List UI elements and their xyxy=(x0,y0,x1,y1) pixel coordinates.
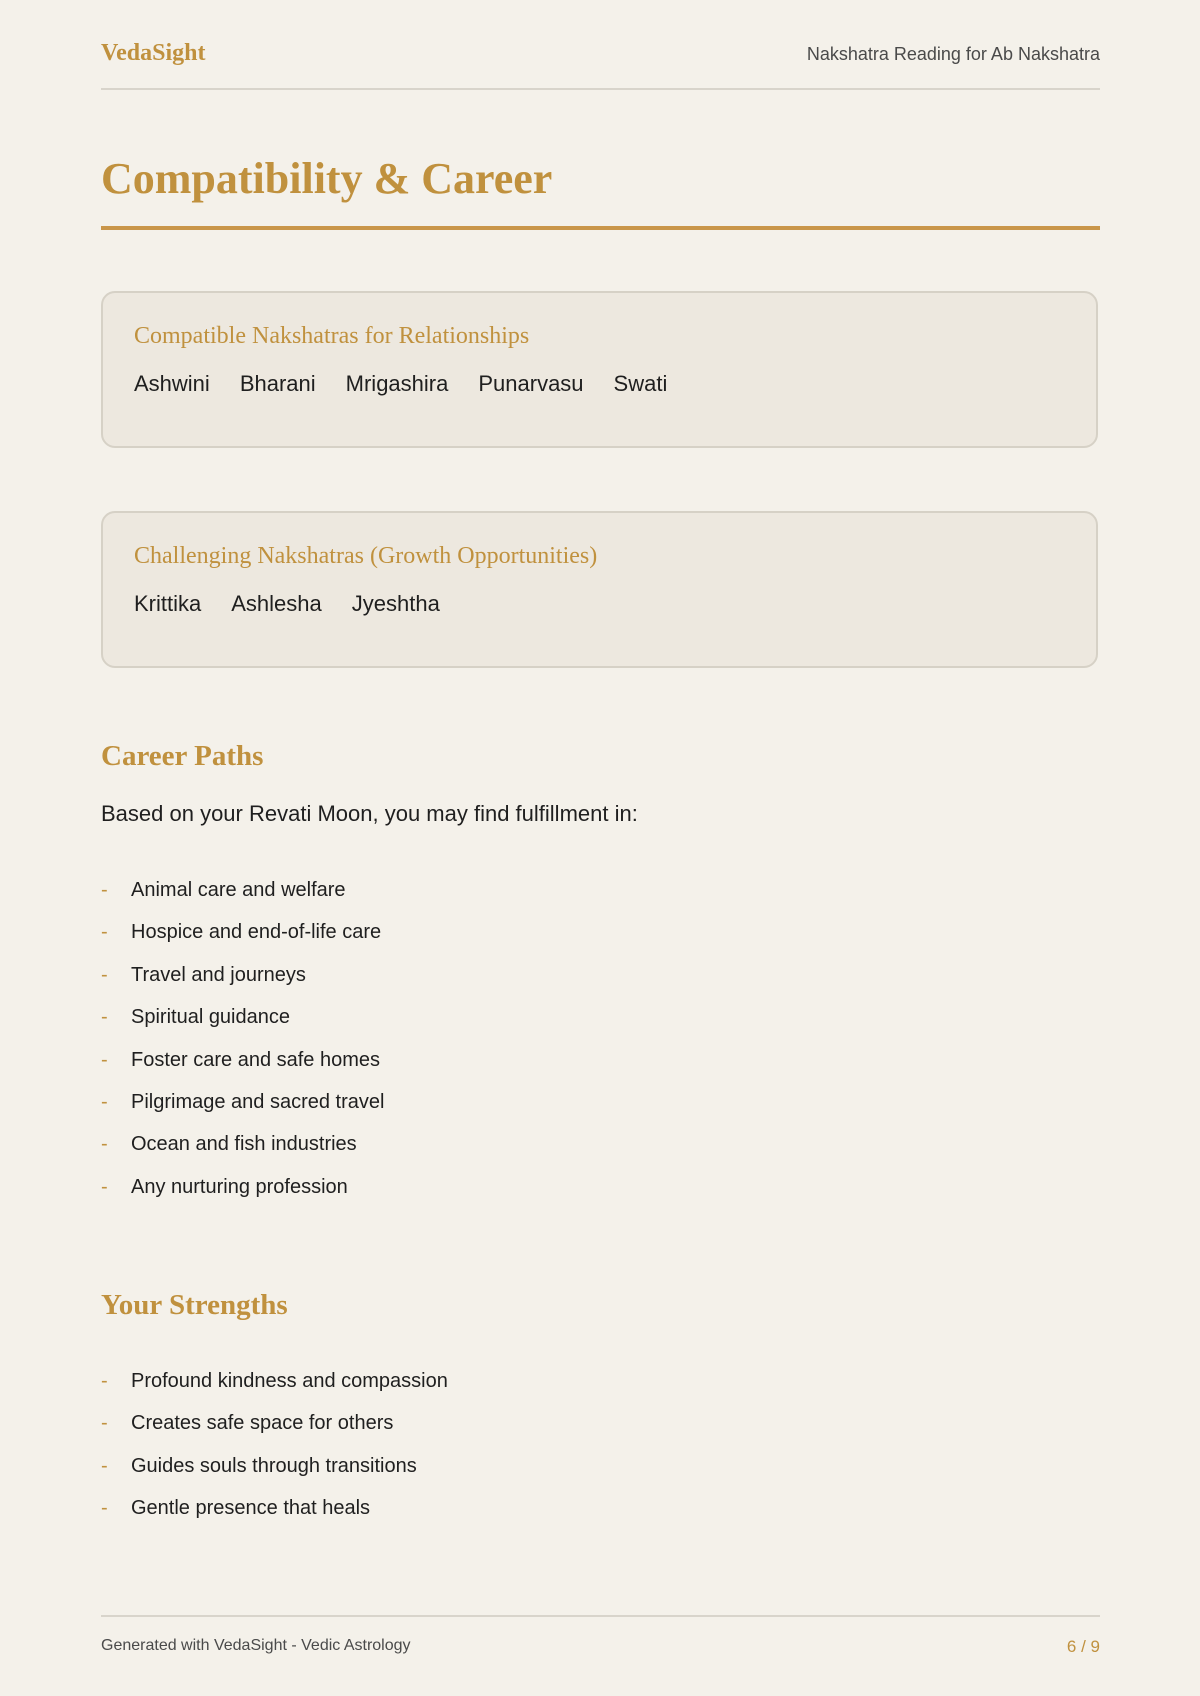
strength-item-text: Gentle presence that heals xyxy=(131,1497,371,1520)
strength-item-text: Guides souls through transitions xyxy=(131,1454,417,1477)
bullet-dash-icon: - xyxy=(101,1175,108,1198)
compatible-card-title: Compatible Nakshatras for Relationships xyxy=(134,323,530,349)
compatible-nakshatras-card xyxy=(101,291,1098,448)
page-header xyxy=(101,38,1100,90)
career-item-text: Pilgrimage and sacred travel xyxy=(131,1090,385,1113)
page-title: Compatibility & Career xyxy=(101,154,553,203)
career-item-text: Hospice and end-of-life care xyxy=(131,921,382,944)
challenging-nakshatra-item: Ashlesha xyxy=(231,591,322,616)
page-footer xyxy=(101,1615,1100,1667)
bullet-dash-icon: - xyxy=(101,921,108,944)
career-paths-heading: Career Paths xyxy=(101,740,264,772)
career-item-text: Animal care and welfare xyxy=(131,879,346,901)
compatible-nakshatra-item: Mrigashira xyxy=(345,371,449,396)
career-intro-text: Based on your Revati Moon, you may find fulfillment in: xyxy=(101,801,638,826)
career-item-text: Foster care and safe homes xyxy=(131,1048,381,1071)
compatible-nakshatra-list xyxy=(134,371,667,397)
page-number: 6 / 9 xyxy=(1066,1637,1100,1656)
compatible-nakshatra-item: Swati xyxy=(613,371,668,396)
bullet-dash-icon: - xyxy=(101,1048,108,1071)
report-subtitle: Nakshatra Reading for Ab Nakshatra xyxy=(806,44,1100,64)
bullet-dash-icon: - xyxy=(101,1006,108,1029)
strengths-heading: Your Strengths xyxy=(101,1289,288,1321)
report-page xyxy=(101,0,1100,1696)
challenging-nakshatra-item: Jyeshtha xyxy=(351,591,440,616)
bullet-dash-icon: - xyxy=(101,1370,108,1392)
challenging-nakshatra-list xyxy=(134,591,440,617)
brand-logo-text: VedaSight xyxy=(101,40,206,66)
bullet-dash-icon: - xyxy=(101,1133,108,1156)
strength-item-text: Creates safe space for others xyxy=(131,1412,394,1435)
bullet-dash-icon: - xyxy=(101,1412,108,1435)
career-item-text: Spiritual guidance xyxy=(131,1006,290,1029)
career-item-text: Ocean and fish industries xyxy=(131,1133,357,1156)
bullet-dash-icon: - xyxy=(101,1454,108,1477)
compatible-nakshatra-item: Punarvasu xyxy=(478,371,584,396)
challenging-card-title: Challenging Nakshatras (Growth Opportunities) xyxy=(134,543,598,569)
compatible-nakshatra-item: Ashwini xyxy=(134,371,210,396)
challenging-nakshatra-item: Krittika xyxy=(134,591,202,616)
career-item-text: Any nurturing profession xyxy=(131,1175,348,1198)
challenging-nakshatras-card xyxy=(101,511,1098,668)
compatible-nakshatra-item: Bharani xyxy=(239,371,316,396)
bullet-dash-icon: - xyxy=(101,879,108,901)
title-divider xyxy=(101,226,1100,230)
career-item-text: Travel and journeys xyxy=(131,963,306,986)
strength-item-text: Profound kindness and compassion xyxy=(131,1370,448,1392)
bullet-dash-icon: - xyxy=(101,1090,108,1113)
footer-credit: Generated with VedaSight - Vedic Astrology xyxy=(101,1637,411,1654)
bullet-dash-icon: - xyxy=(101,963,108,986)
bullet-dash-icon: - xyxy=(101,1497,108,1520)
